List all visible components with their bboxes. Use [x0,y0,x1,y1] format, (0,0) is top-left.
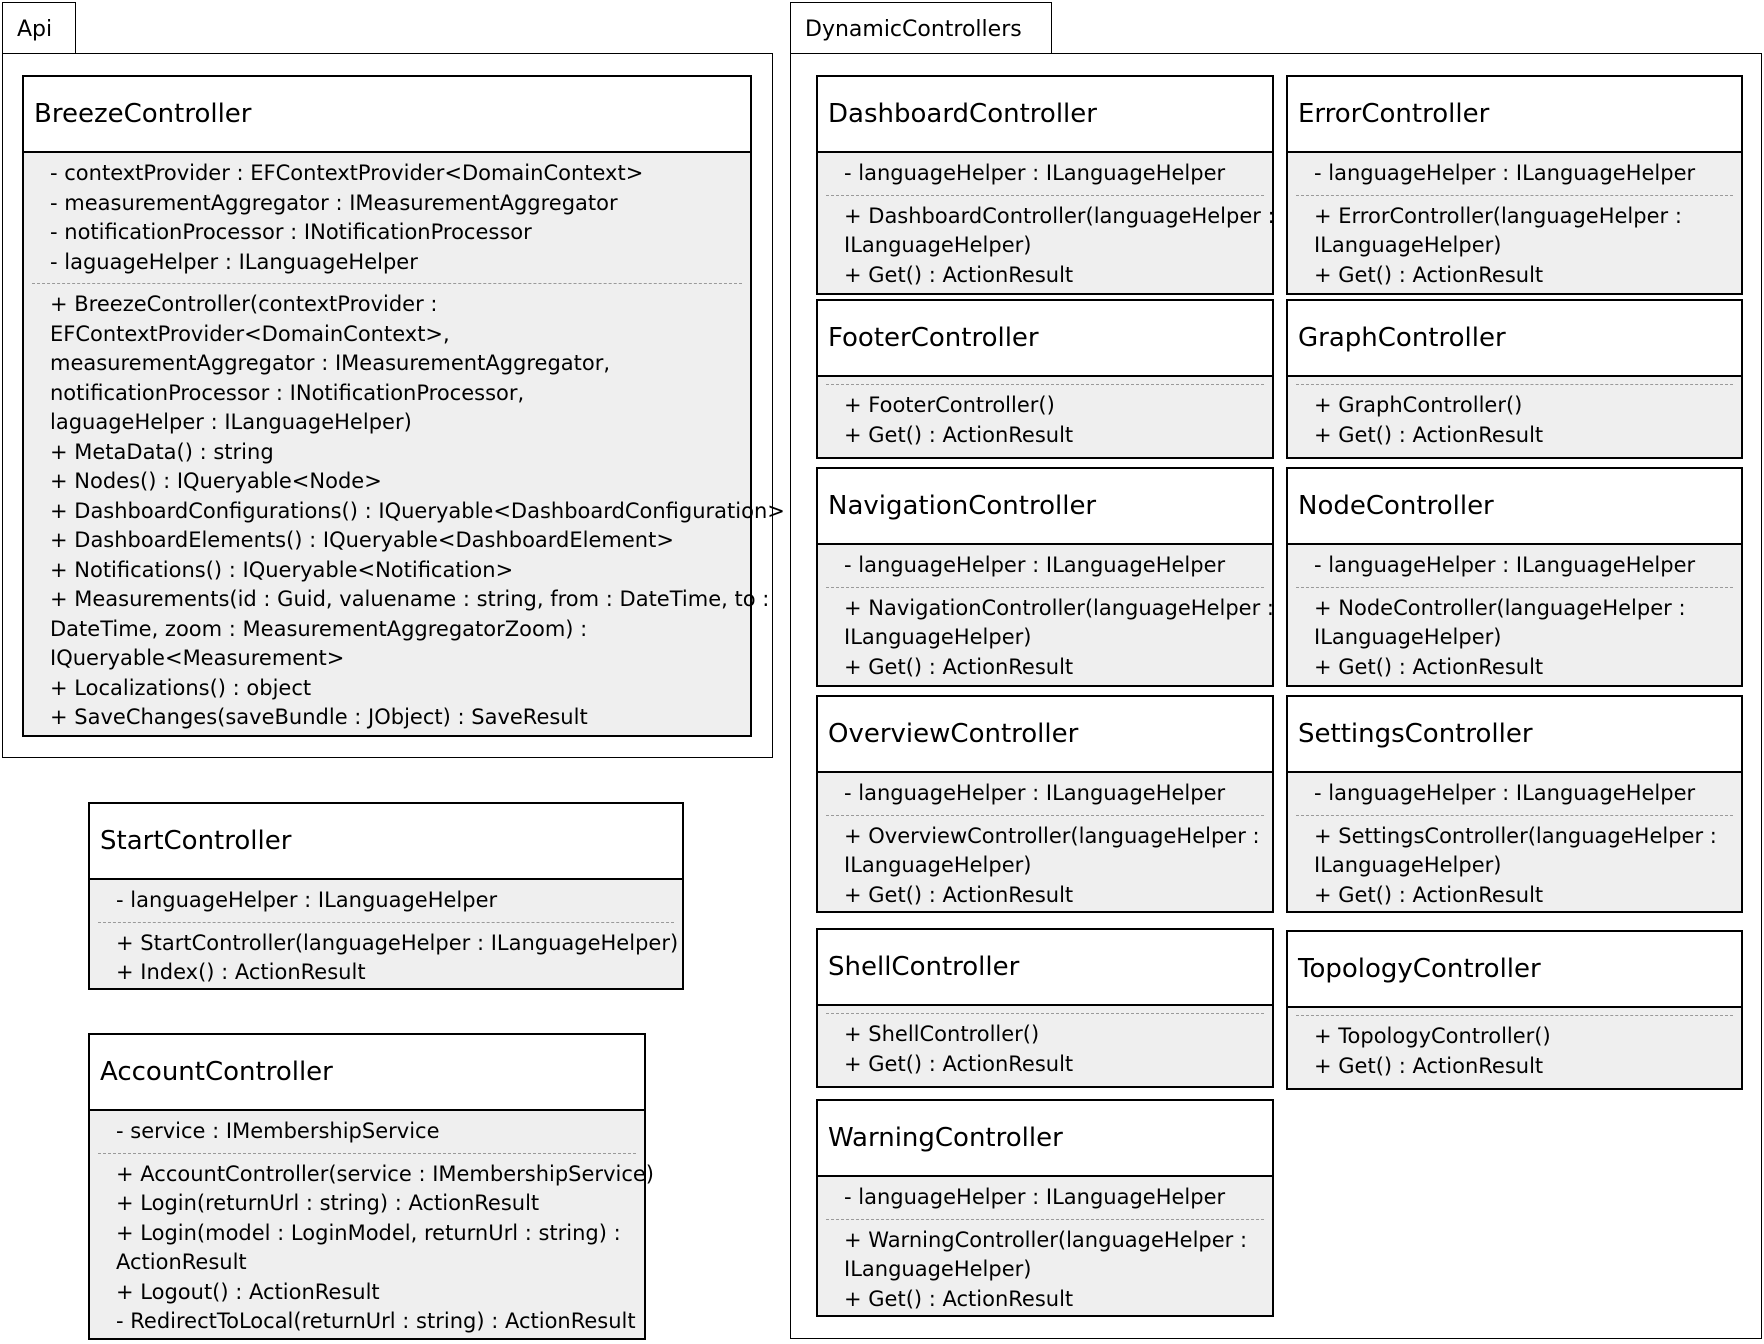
class-warningcontroller [816,1099,1274,1317]
class-name: BreezeController [24,77,750,153]
class-footercontroller [816,299,1274,459]
attribute: - languageHelper : ILanguageHelper [844,781,1226,805]
attributes-compartment [24,153,750,281]
operation: + Get() : ActionResult [844,1051,1074,1076]
attribute: - languageHelper : ILanguageHelper [116,888,498,912]
attribute: - languageHelper : ILanguageHelper [844,553,1226,577]
attributes-compartment [1288,545,1741,585]
attributes-compartment [818,1177,1272,1217]
attribute: - contextProvider : EFContextProvider<DomainContext> [50,161,644,185]
class-startcontroller [88,802,684,990]
operation: + DashboardElements() : IQueryable<DashboardElement> [50,528,674,552]
operation: + Get() : ActionResult [844,882,1074,907]
operation: DateTime, zoom : MeasurementAggregatorZoom) : [50,616,588,641]
attributes-compartment [818,545,1272,585]
attributes-compartment [818,377,1272,382]
operation: + Get() : ActionResult [1314,882,1544,907]
class-name: ShellController [818,930,1272,1006]
operation: + ErrorController(languageHelper : [1314,203,1682,228]
operations-compartment [818,1014,1272,1083]
operation: + AccountController(service : IMembershipService) [116,1161,654,1186]
operation: ILanguageHelper) [844,853,1032,877]
class-name: AccountController [90,1035,644,1111]
attributes-compartment [818,1006,1272,1011]
attribute: - languageHelper : ILanguageHelper [1314,781,1696,805]
operation: + Measurements(id : Guid, valuename : string, from : DateTime, to : [50,587,770,611]
operation: + Login(model : LoginModel, returnUrl : string) : [116,1220,621,1245]
operation: EFContextProvider<DomainContext>, [50,321,450,346]
attributes-compartment [1288,153,1741,193]
class-name: FooterController [818,301,1272,377]
operation: + NodeController(languageHelper : [1314,595,1686,620]
operation: + Get() : ActionResult [1314,1053,1544,1078]
class-errorcontroller [1286,75,1743,295]
attributes-compartment [90,1111,644,1151]
class-name: SettingsController [1288,697,1741,773]
operation: + Localizations() : object [50,675,312,700]
operation: + DashboardController(languageHelper : [844,203,1275,228]
operation: + Get() : ActionResult [1314,422,1544,447]
operation: notificationProcessor : INotificationProcessor, [50,380,525,405]
operation: + Notifications() : IQueryable<Notification> [50,557,514,582]
operation: + TopologyController() [1314,1024,1551,1048]
attribute: - languageHelper : ILanguageHelper [1314,553,1696,577]
operation: ILanguageHelper) [1314,625,1502,649]
operations-compartment [818,1220,1272,1319]
operation: + Login(returnUrl : string) : ActionResult [116,1191,540,1215]
operations-compartment [1288,588,1741,687]
class-settingscontroller [1286,695,1743,913]
attributes-compartment [90,880,682,920]
class-dashboardcontroller [816,75,1274,295]
attributes-compartment [818,773,1272,813]
class-graphcontroller [1286,299,1743,459]
operation: ILanguageHelper) [844,1257,1032,1281]
operation: + Logout() : ActionResult [116,1279,380,1304]
package-name: DynamicControllers [805,17,1022,42]
package-tab-dynamiccontrollers [790,2,1052,54]
operation: + Nodes() : IQueryable<Node> [50,469,382,493]
operations-compartment [1288,816,1741,915]
operation: + Get() : ActionResult [1314,654,1544,679]
class-accountcontroller [88,1033,654,1340]
class-topologycontroller [1286,930,1743,1090]
operation: + Get() : ActionResult [1314,262,1544,287]
operation: ActionResult [116,1250,247,1274]
operation: + DashboardConfigurations() : IQueryable<DashboardConfiguration> [50,498,785,523]
operation: + FooterController() [844,393,1055,417]
operation: ILanguageHelper) [1314,853,1502,877]
class-name: GraphController [1288,301,1741,377]
operations-compartment [818,385,1272,454]
attributes-compartment [1288,377,1741,382]
operation: IQueryable<Measurement> [50,646,345,670]
operation: + SettingsController(languageHelper : [1314,823,1717,848]
class-name: WarningController [818,1101,1272,1177]
operation: ILanguageHelper) [844,625,1032,649]
attribute: - service : IMembershipService [116,1119,440,1143]
class-overviewcontroller [816,695,1274,913]
operations-compartment [1288,196,1741,295]
class-navigationcontroller [816,467,1274,687]
class-shellcontroller [816,928,1274,1088]
operation: measurementAggregator : IMeasurementAggregator, [50,351,611,375]
operations-compartment [24,284,785,737]
operation: + MetaData() : string [50,439,274,464]
operation: + StartController(languageHelper : ILanguageHelper) [116,930,679,955]
class-name: TopologyController [1288,932,1741,1008]
operation: - RedirectToLocal(returnUrl : string) : ActionResult [116,1309,636,1333]
operations-compartment [818,588,1272,687]
attribute: - notificationProcessor : INotificationProcessor [50,220,532,244]
class-name: OverviewController [818,697,1272,773]
operations-compartment [1288,385,1741,454]
operation: + SaveChanges(saveBundle : JObject) : SaveResult [50,705,588,729]
class-name: DashboardController [818,77,1272,153]
operations-compartment [818,816,1272,915]
class-nodecontroller [1286,467,1743,687]
package-tab-api [2,2,76,54]
operation: + OverviewController(languageHelper : [844,823,1260,848]
operations-compartment [90,1154,654,1341]
attribute: - languageHelper : ILanguageHelper [1314,161,1696,185]
class-name: StartController [90,804,682,880]
operations-compartment [818,196,1275,295]
attributes-compartment [1288,773,1741,813]
class-breezecontroller [22,75,785,737]
attributes-compartment [1288,1008,1741,1013]
operation: + Get() : ActionResult [844,262,1074,287]
attribute: - laguageHelper : ILanguageHelper [50,249,418,274]
attribute: - measurementAggregator : IMeasurementAggregator [50,190,618,215]
operation: laguageHelper : ILanguageHelper) [50,410,412,434]
operations-compartment [90,923,682,992]
operation: + Index() : ActionResult [116,960,366,984]
operation: + NavigationController(languageHelper : [844,595,1274,620]
operation: + BreezeController(contextProvider : [50,292,438,316]
operation: ILanguageHelper) [1314,233,1502,257]
operation: ILanguageHelper) [844,233,1032,257]
attribute: - languageHelper : ILanguageHelper [844,1185,1226,1209]
class-name: NodeController [1288,469,1741,545]
operation: + WarningController(languageHelper : [844,1227,1248,1252]
operation: + GraphController() [1314,393,1523,417]
class-name: ErrorController [1288,77,1741,153]
operation: + Get() : ActionResult [844,422,1074,447]
attributes-compartment [818,153,1272,193]
operation: + Get() : ActionResult [844,1286,1074,1311]
operations-compartment [1288,1016,1741,1085]
operation: + Get() : ActionResult [844,654,1074,679]
class-name: NavigationController [818,469,1272,545]
attribute: - languageHelper : ILanguageHelper [844,161,1226,185]
package-name: Api [17,17,53,42]
operation: + ShellController() [844,1022,1040,1046]
